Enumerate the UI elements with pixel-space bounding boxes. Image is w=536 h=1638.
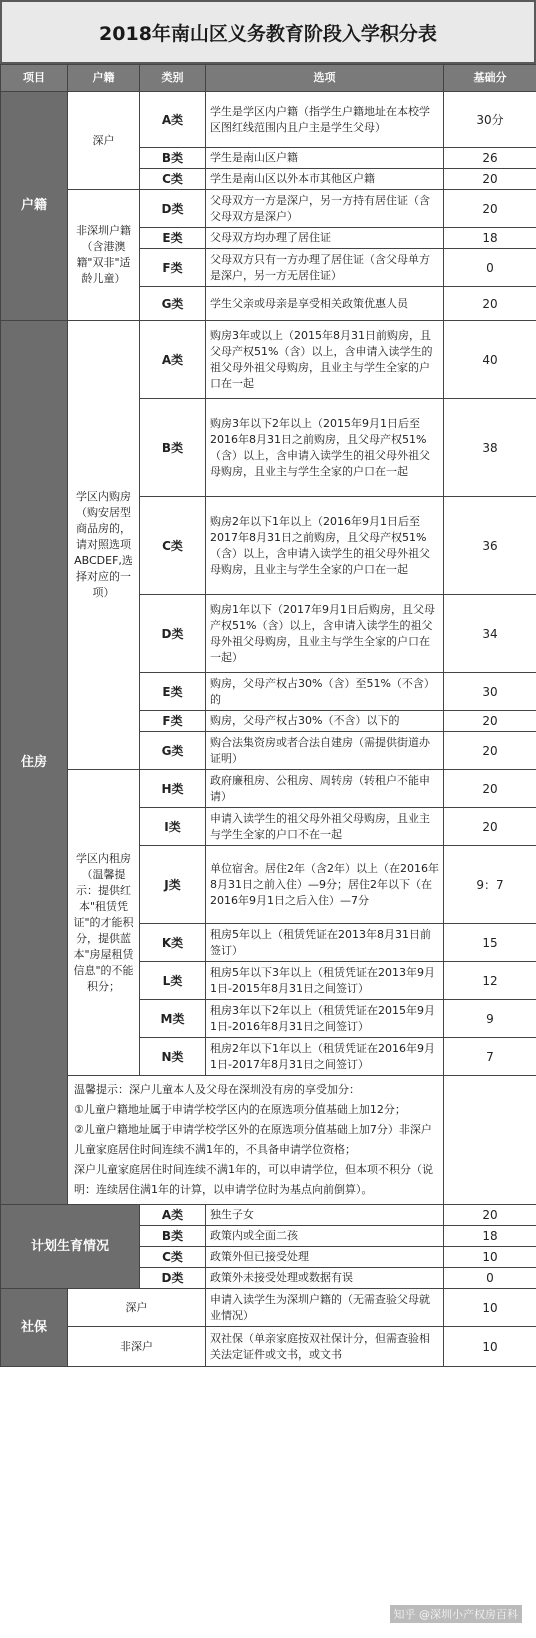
points-cell: 20 [444,190,536,228]
option-cell: 购房3年以下2年以上（2015年9月1日后至2016年8月31日之前购房，且父母产权51%（含）以上，含申请入读学生的祖父母外祖父母购房，且业主与学生全家的户口在一起 [206,399,444,497]
option-cell: 双社保（单亲家庭按双社保计分，但需查验相关法定证件或文书，或文书 [206,1327,444,1367]
header-option: 选项 [206,65,444,92]
huji-nonshen-label: 非深圳户籍（含港澳籍"双非"适龄儿童） [68,190,140,321]
option-cell: 学生是南山区以外本市其他区户籍 [206,169,444,190]
header-points: 基础分 [444,65,536,92]
option-cell: 购合法集资房或者合法自建房（需提供街道办证明） [206,732,444,770]
option-cell: 单位宿舍。居住2年（含2年）以上（在2016年8月31日之前入住）—9分；居住2年以下（在2016年9月1日之后入住）—7分 [206,846,444,924]
option-cell: 购房，父母产权占30%（不含）以下的 [206,711,444,732]
option-cell: 政策内或全面二孩 [206,1226,444,1247]
points-cell: 20 [444,808,536,846]
points-cell: 10 [444,1327,536,1367]
category-cell: I类 [140,808,206,846]
social-non-label: 非深户 [68,1327,206,1367]
points-cell: 9 [444,1000,536,1038]
option-cell: 政策外未接受处理或数据有误 [206,1268,444,1289]
points-cell: 38 [444,399,536,497]
section-social: 社保 [1,1289,68,1367]
category-cell: D类 [140,190,206,228]
header-item: 项目 [1,65,68,92]
option-cell: 租房2年以下1年以上（租赁凭证在2016年9月1日-2017年8月31日之间签订） [206,1038,444,1076]
housing-buy-label: 学区内购房（购安居型商品房的，请对照选项ABCDEF,选择对应的一项） [68,321,140,770]
category-cell: D类 [140,1268,206,1289]
category-cell: A类 [140,321,206,399]
option-cell: 政府廉租房、公租房、周转房（转租户不能申请） [206,770,444,808]
points-cell: 12 [444,962,536,1000]
housing-rent-label: 学区内租房（温馨提示：提供红本"租赁凭证"的才能积分，提供蓝本"房屋租赁信息"的不能积分； [68,770,140,1076]
category-cell: C类 [140,497,206,595]
option-cell: 父母双方只有一方办理了居住证（含父母单方是深户，另一方无居住证） [206,249,444,287]
header-huji: 户籍 [68,65,140,92]
category-cell: M类 [140,1000,206,1038]
option-cell: 购房3年或以上（2015年8月31日前购房，且父母产权51%（含）以上，含申请入读学生的祖父母外祖父母购房，且业主与学生全家的户口在一起 [206,321,444,399]
table-row [1,1076,536,1205]
category-cell: B类 [140,399,206,497]
page-title: 2018年南山区义务教育阶段入学积分表 [0,0,536,64]
option-cell: 购房，父母产权占30%（含）至51%（不含）的 [206,673,444,711]
category-cell: J类 [140,846,206,924]
note-line: 温馨提示：深户儿童本人及父母在深圳没有房的享受加分： [74,1083,360,1096]
option-cell: 学生是南山区户籍 [206,148,444,169]
category-cell: D类 [140,595,206,673]
points-cell: 10 [444,1247,536,1268]
table-row [1,1327,536,1367]
option-cell: 租房5年以下3年以上（租赁凭证在2013年9月1日-2015年8月31日之间签订） [206,962,444,1000]
points-cell: 18 [444,1226,536,1247]
category-cell: A类 [140,1205,206,1226]
option-cell: 父母双方均办理了居住证 [206,228,444,249]
points-cell: 20 [444,711,536,732]
points-cell: 20 [444,169,536,190]
category-cell: F类 [140,249,206,287]
table-row [1,190,536,228]
category-cell: B类 [140,1226,206,1247]
table-row [1,92,536,148]
option-cell: 租房3年以下2年以上（租赁凭证在2015年9月1日-2016年8月31日之间签订） [206,1000,444,1038]
option-cell: 申请入读学生的祖父母外祖父母购房，且业主与学生全家的户口不在一起 [206,808,444,846]
category-cell: G类 [140,287,206,321]
score-table [0,64,536,1367]
table-row [1,321,536,399]
section-family: 计划生育情况 [1,1205,140,1289]
points-cell: 7 [444,1038,536,1076]
category-cell: K类 [140,924,206,962]
points-cell: 30分 [444,92,536,148]
section-housing: 住房 [1,321,68,1205]
category-cell: L类 [140,962,206,1000]
social-shen-label: 深户 [68,1289,206,1327]
points-cell: 40 [444,321,536,399]
category-cell: G类 [140,732,206,770]
category-cell: E类 [140,673,206,711]
note-line: ②儿童户籍地址属于申请学校学区外的在原选项分值基础上加7分）非深户儿童家庭居住时间连续不满1年的，不具备申请学位资格； [74,1123,432,1156]
table-row [1,1289,536,1327]
category-cell: F类 [140,711,206,732]
category-cell: B类 [140,148,206,169]
points-cell: 26 [444,148,536,169]
header-category: 类别 [140,65,206,92]
points-cell: 9：7 [444,846,536,924]
points-cell: 30 [444,673,536,711]
option-cell: 政策外但已接受处理 [206,1247,444,1268]
points-cell: 10 [444,1289,536,1327]
category-cell: C类 [140,1247,206,1268]
category-cell: E类 [140,228,206,249]
category-cell: C类 [140,169,206,190]
section-huji: 户籍 [1,92,68,321]
note-line: ①儿童户籍地址属于申请学校学区内的在原选项分值基础上加12分； [74,1103,406,1116]
points-cell: 20 [444,770,536,808]
category-cell: H类 [140,770,206,808]
points-cell: 34 [444,595,536,673]
points-cell: 18 [444,228,536,249]
points-cell: 36 [444,497,536,595]
points-cell: 0 [444,249,536,287]
option-cell: 申请入读学生为深圳户籍的（无需查验父母就业情况） [206,1289,444,1327]
category-cell: A类 [140,92,206,148]
watermark: 知乎 @深圳小产权房百科 [390,1605,523,1623]
category-cell: N类 [140,1038,206,1076]
housing-note [68,1076,444,1205]
header-row [1,65,536,92]
option-cell: 购房2年以下1年以上（2016年9月1日后至2017年8月31日之前购房，且父母产权51%（含）以上，含申请入读学生的祖父母外祖父母购房，且业主与学生全家的户口在一起 [206,497,444,595]
option-cell: 学生是学区内户籍（指学生户籍地址在本校学区图红线范围内且户主是学生父母） [206,92,444,148]
points-cell: 15 [444,924,536,962]
points-cell: 0 [444,1268,536,1289]
table-row [1,770,536,808]
huji-shenhu-label: 深户 [68,92,140,190]
points-cell: 20 [444,287,536,321]
option-cell: 父母双方一方是深户，另一方持有居住证（含父母双方是深户） [206,190,444,228]
note-line: 深户儿童家庭居住时间连续不满1年的，可以申请学位，但本项不积分（说明：连续居住满1年的计算，以申请学位时为基点向前倒算）。 [74,1163,433,1196]
points-cell: 20 [444,1205,536,1226]
option-cell: 租房5年以上（租赁凭证在2013年8月31日前签订） [206,924,444,962]
table-row [1,1205,536,1226]
points-cell: 20 [444,732,536,770]
option-cell: 独生子女 [206,1205,444,1226]
option-cell: 学生父亲或母亲是享受相关政策优惠人员 [206,287,444,321]
option-cell: 购房1年以下（2017年9月1日后购房，且父母产权51%（含）以上，含申请入读学生的祖父母外祖父母购房，且业主与学生全家的户口在一起） [206,595,444,673]
